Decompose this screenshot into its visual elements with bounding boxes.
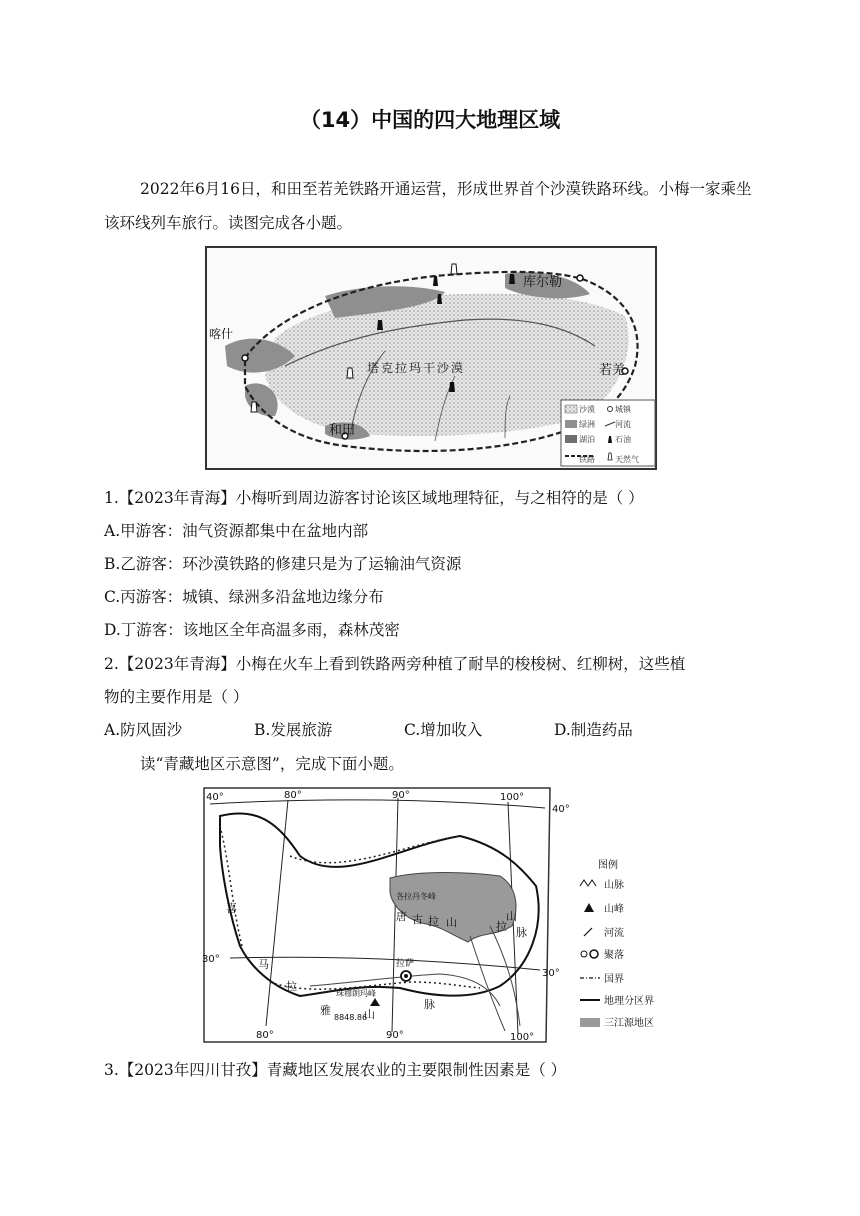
intro-paragraph-1: 2022年6月16日，和田至若羌铁路开通运营，形成世界首个沙漠铁路环线。小梅一家乘坐该环线列车旅行。读图完成各小题。: [104, 180, 752, 232]
q2-options: [104, 718, 633, 740]
oil-marker-5: [509, 274, 515, 284]
ruoqiang-label: 若羌: [599, 363, 626, 378]
oil-marker-4: [449, 382, 455, 392]
legend-oil: 石油: [615, 435, 631, 444]
gas-marker-1: [347, 368, 353, 378]
lon-80-top: 80°: [284, 790, 302, 801]
lat-30-right: 30°: [542, 968, 560, 979]
himalaya-char-shan: 山: [364, 1008, 375, 1021]
kashgar-label: 喀什: [209, 327, 234, 341]
tarim-map-svg: [205, 246, 657, 470]
legend-desert: 沙漠: [579, 405, 595, 414]
lat-30-left: 30°: [202, 954, 220, 965]
map1-legend: [561, 400, 655, 466]
east-range-char-la: 拉: [496, 920, 507, 933]
kashgar-dot: [242, 355, 248, 361]
map2-legend: [580, 858, 654, 1029]
lon-100-bottom: 100°: [510, 1032, 535, 1043]
page-title: （14）中国的四大地理区域: [299, 108, 561, 132]
q1-option-c: C.丙游客：城镇、绿洲多沿盆地边缘分布: [104, 588, 384, 606]
lon-100-top: 100°: [500, 792, 525, 803]
lat-30-line: [230, 957, 540, 970]
lat-40-line: [210, 800, 545, 808]
hotan-label: 和田: [329, 423, 356, 438]
everest-peak: [370, 998, 380, 1006]
geladandong-label: 各拉丹冬峰: [396, 892, 436, 901]
tibet-map-svg: [200, 786, 680, 1044]
tanggula-char-tang: 唐: [396, 910, 407, 923]
legend-gas: 天然气: [615, 455, 639, 464]
legend-railway: 铁路: [579, 455, 595, 464]
legend-border: 国界: [604, 974, 624, 985]
oil-marker-3: [377, 320, 383, 330]
q2-option-d: D.制造药品: [554, 721, 633, 739]
gas-marker-3: [251, 402, 257, 412]
himalaya-char-ma: 马: [258, 958, 269, 971]
river-east-1: [470, 936, 505, 1031]
legend-peak: 山峰: [604, 904, 624, 915]
desert-label: 塔克拉玛干沙漠: [367, 361, 466, 375]
q2-option-b: B.发展旅游: [254, 721, 333, 739]
legend-sanjiangyuan: 三江源地区: [604, 1018, 654, 1029]
himalaya-char-xi: 喜: [226, 902, 237, 915]
q1-option-b: B.乙游客：环沙漠铁路的修建只是为了运输油气资源: [104, 555, 462, 573]
everest-label: 珠穆朗玛峰: [336, 989, 376, 998]
tarim-basin-map: [205, 246, 657, 470]
legend-town: 城镇: [615, 405, 631, 414]
korla-label: 库尔勒: [523, 275, 563, 290]
q2-option-a: A.防风固沙: [104, 721, 183, 739]
lat-40-right: 40°: [552, 804, 570, 815]
himalaya-char-ya: 雅: [320, 1004, 331, 1017]
q2-option-c: C.增加收入: [404, 721, 483, 739]
himalaya-char-la: 拉: [286, 980, 297, 993]
lat-40-left: 40°: [206, 792, 224, 803]
q2-stem-line-1: 2.【2023年青海】小梅在火车上看到铁路两旁种植了耐旱的梭梭树、红柳树，这些植: [104, 655, 686, 673]
legend-river: 河流: [615, 420, 631, 429]
legend-river2: 河流: [604, 928, 624, 939]
tanggula-char-la: 拉: [428, 915, 439, 928]
q1-option-a: A.甲游客：油气资源都集中在盆地内部: [104, 522, 369, 540]
everest-height: 8848.86: [334, 1013, 368, 1022]
q3-stem: 3.【2023年四川甘孜】青藏地区发展农业的主要限制性因素是（ ）: [104, 1061, 567, 1079]
mountain-range-west: [220, 826, 242, 946]
legend-settlement: 聚落: [604, 950, 624, 961]
legend-region-boundary: 地理分区界: [604, 996, 654, 1007]
legend-title: 图例: [598, 860, 618, 871]
qinghai-tibet-map: [200, 786, 680, 1044]
himalaya-char-mai: 脉: [424, 998, 435, 1011]
intro-paragraph-2: 读“青藏地区示意图”，完成下面小题。: [140, 755, 404, 773]
tanggula-char-shan: 山: [446, 916, 457, 929]
lon-80-bottom: 80°: [256, 1030, 274, 1041]
lhasa-label: 拉萨: [396, 959, 415, 969]
q1-stem: 1.【2023年青海】小梅听到周边游客讨论该区域地理特征，与之相符的是（ ）: [104, 489, 644, 507]
lon-90-top: 90°: [392, 790, 410, 801]
mountain-range-kunlun: [290, 836, 460, 863]
korla-dot: [577, 275, 583, 281]
tanggula-char-gu: 古: [412, 913, 423, 926]
gas-marker-2: [451, 264, 457, 274]
q1-option-d: D.丁游客：该地区全年高温多雨，森林茂密: [104, 621, 400, 639]
east-range-char-mai: 脉: [516, 926, 527, 939]
lon-90-bottom: 90°: [386, 1030, 404, 1041]
legend-lake: 湖泊: [579, 435, 595, 444]
legend-oasis: 绿洲: [579, 420, 595, 429]
q2-stem-line-2: 物的主要作用是（ ）: [104, 688, 249, 706]
legend-mountain: 山脉: [604, 880, 624, 891]
lon-80-line: [266, 800, 288, 1026]
east-range-char-shan: 山: [506, 910, 517, 923]
